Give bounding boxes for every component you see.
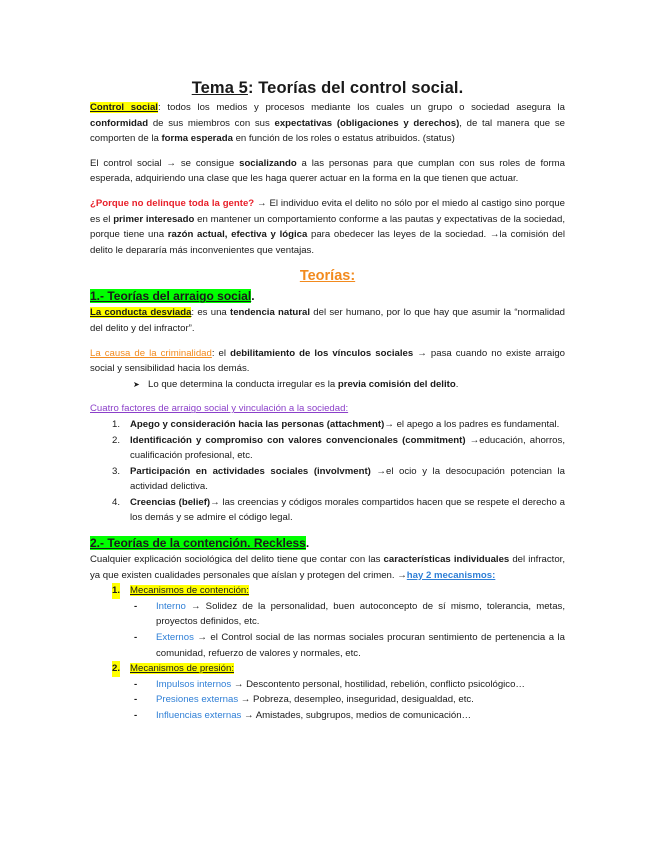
- dash-bullet: -: [134, 678, 138, 690]
- causa-criminalidad-paragraph: La causa de la criminalidad: el debilitamiento de los vínculos sociales → pasa cuando no existe arraigo social y sensibilidad hacia los demás.: [90, 347, 565, 375]
- intro-paragraph: Control social: todos los medios y procesos mediante los cuales un grupo o sociedad asegura la conformidad de sus miembros con sus expectativas (obligaciones y derechos), de tal manera que se comporten de la forma esperada en función de los roles o estatus atribuidos. (status): [90, 102, 565, 145]
- heading-contencion: 2.- Teorías de la contención. Reckless.: [90, 536, 310, 551]
- list-item: 2. Identificación y compromiso con valores convencionales (commitment) →educación, ahorros, cualificación profesional, etc.: [112, 434, 565, 462]
- question-paragraph: ¿Porque no delinque toda la gente? → El individuo evita el delito no sólo por el miedo al castigo sino porque es el primer interesado en mantener un comportamiento conforme a las pautas y expectativas de la sociedad, porque tiene una razón actual, efectiva y lógica para obedecer las leyes de la sociedad. →la comisión del delito le depararía más inconvenientes que ventajas.: [90, 197, 566, 256]
- page-title: Tema 5: Teorías del control social.: [191, 79, 464, 97]
- list-item: 3. Participación en actividades sociales (involvment) →el ocio y la desocupación potencian la actividad delictiva.: [112, 465, 565, 493]
- heading-arraigo: 1.- Teorías del arraigo social.: [90, 289, 255, 304]
- list-item: - Influencias externas → Amistades, subgrupos, medios de comunicación…: [90, 708, 565, 724]
- question-text: ¿Porque no delinque toda la gente?: [90, 197, 255, 209]
- list-item: 4. Creencias (belief)→ las creencias y códigos morales compartidos hacen que se respete el derecho a los demás y se admire el código legal.: [112, 496, 566, 524]
- term-conducta-desviada: La conducta desviada: [90, 307, 192, 319]
- factors-list: [90, 417, 565, 526]
- presion-mechanisms-list: [90, 677, 565, 724]
- list-item: - Externos → el Control social de las normas sociales procuran sentimiento de pertenencia a la comunidad, refuerzo de valores y normales, etc.: [134, 632, 565, 659]
- list-item: - Presiones externas → Pobreza, desempleo, inseguridad, desigualdad, etc.: [90, 692, 565, 708]
- mechanisms-link[interactable]: hay 2 mecanismos:: [406, 569, 496, 581]
- dash-bullet: -: [134, 632, 138, 644]
- document-page: [90, 78, 565, 724]
- contencion-paragraph: Cualquier explicación sociológica del delito tiene que contar con las características individuales del infractor, ya que existen cualidades personales que aíslan y protegen del crimen. →hay 2 mecanismos:: [90, 554, 565, 581]
- dash-bullet: -: [134, 694, 138, 706]
- section-title-teorias: Teorías:: [299, 268, 356, 285]
- contencion-mechanisms-list: [90, 599, 565, 661]
- dash-bullet: -: [134, 710, 138, 721]
- term-control-social: Control social: [90, 102, 158, 113]
- factors-title: Cuatro factores de arraigo social y vinculación a la sociedad:: [90, 403, 349, 415]
- term-causa-criminalidad: La causa de la criminalidad: [90, 347, 212, 359]
- dash-bullet: -: [134, 600, 138, 612]
- mechanism-heading-presion: 2. Mecanismos de presión:: [90, 661, 565, 677]
- socialization-paragraph: El control social → se consigue socializando a las personas para que cumplan con sus roles de forma esperada, adquiriendo una clase que les haga querer actuar en la forma en la que tienen que actuar.: [90, 157, 565, 185]
- arrow-bullet-item: ➤ Lo que determina la conducta irregular es la previa comisión del delito.: [90, 377, 565, 393]
- mechanism-heading-contencion: 1. Mecanismos de contención:: [90, 583, 565, 599]
- list-item: - Impulsos internos → Descontento personal, hostilidad, rebelión, conflicto psicológico…: [90, 677, 565, 693]
- list-item: 1. Apego y consideración hacia las personas (attachment)→ el apego a los padres es fundamental.: [112, 418, 560, 430]
- conducta-desviada-paragraph: La conducta desviada: es una tendencia natural del ser humano, por lo que hay que asumir la “normalidad del delito y del infractor”.: [90, 307, 566, 334]
- list-item: - Interno → Solidez de la personalidad, buen autoconcepto de sí mismo, tolerancia, metas, proyectos definidos, etc.: [134, 600, 565, 628]
- arrowhead-bullet-icon: ➤: [133, 379, 140, 389]
